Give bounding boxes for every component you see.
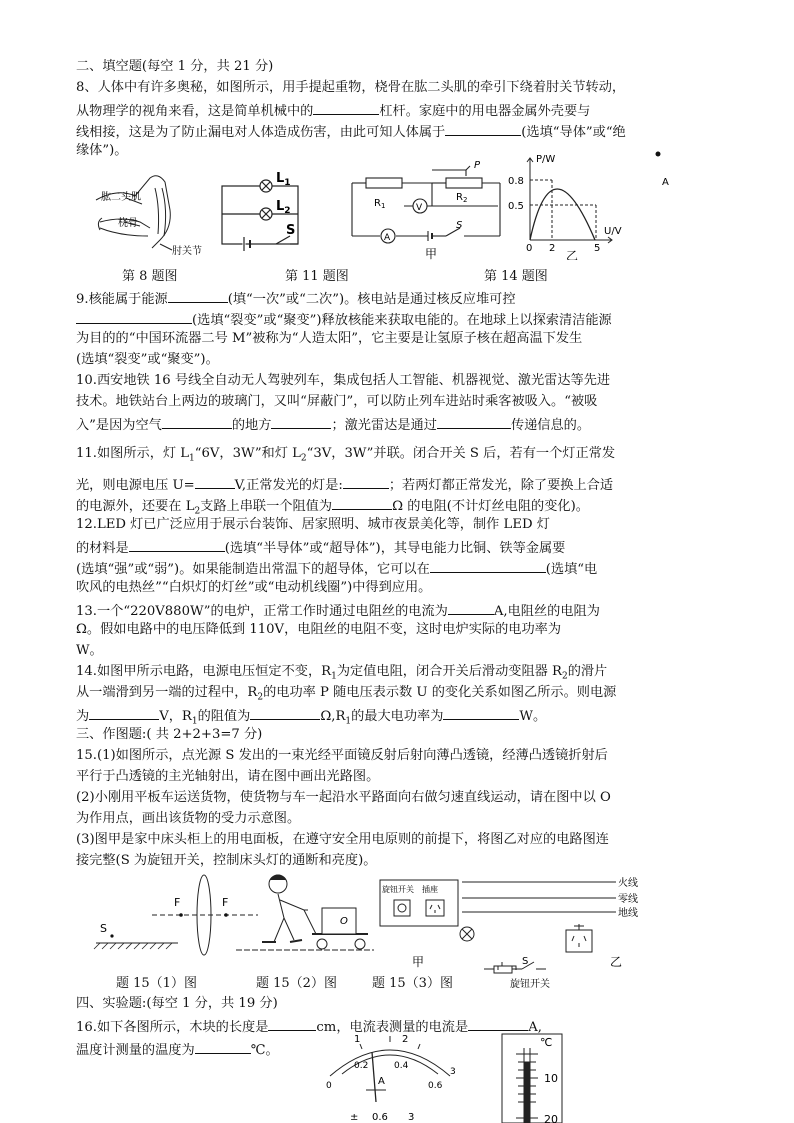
lens-figure — [94, 875, 258, 955]
label-yi: 乙 — [566, 249, 579, 260]
answer-blank[interactable] — [268, 1016, 316, 1031]
dot-mark — [656, 152, 661, 157]
q14-line-1: 14.如图甲所示电路，电源电压恒定不变，$R_1$为定值电阻，闭合开关后滑动变阻器 $R_2$的滑片 — [76, 664, 608, 682]
q15-1-line-1: 15.(1)如图所示，点光源 S 发出的一束光经平面镜反射后射向薄凸透镜，经薄凸透镜折射后 — [76, 748, 608, 763]
q15-2-line-1: (2)小刚用平板车运送货物，使货物与车一起沿水平路面向右做匀速直线运动，请在图中以 O — [76, 790, 611, 805]
label-F-right: F — [222, 896, 229, 909]
label-S-source: S — [100, 922, 107, 935]
label-ground: 地线 — [618, 908, 638, 919]
q13-line-1: 13.一个“220V880W”的电炉，正常工作时通过电阻丝的电流为 A,电阻丝的电阻为 — [76, 600, 600, 621]
tick-0.5: 0.5 — [508, 201, 524, 212]
caption-15-2: 题 15（2）图 — [256, 976, 337, 991]
q10-line-2: 技术。地铁站台上两边的玻璃门，又叫“屏蔽门”，可以防止列车进站时乘客被吸入。“被吸 — [76, 394, 598, 409]
label-R2: $R_2$ — [456, 192, 468, 204]
label-jia-15: 甲 — [412, 955, 425, 969]
q8-line-4: 缘体”)。 — [76, 143, 128, 158]
q12-line-3: (选填“强”或“弱”)。如果能制造出常温下的超导体，它可以在 (选填“电 — [76, 558, 597, 579]
thermometer-10: 10 — [544, 1072, 558, 1085]
answer-blank[interactable] — [445, 121, 521, 136]
caption-15-3: 题 15（3）图 — [372, 976, 453, 991]
terminal-0.6: 0.6 — [372, 1112, 388, 1123]
answer-blank[interactable] — [168, 288, 228, 303]
q14-line-3: 为 V，$R_1$的阻值为 $\Omega,R_1$的最大电功率为 W。 — [76, 705, 546, 731]
q11-line-1: 11.如图所示，灯 $L_1“6V$，3W”和灯 $L_2“3V$，3W”并联。闭合开关 S 后，若有一个灯正常发 — [76, 446, 616, 464]
caption-15-1: 题 15（1）图 — [116, 976, 197, 991]
ammeter-tick-3: 3 — [450, 1067, 456, 1077]
ammeter-tick-0.2: 0.2 — [354, 1061, 369, 1071]
ammeter-tick-2: 2 — [402, 1034, 409, 1045]
thermometer-unit: ℃ — [540, 1036, 553, 1049]
ammeter-tick-0.4: 0.4 — [394, 1061, 409, 1071]
terminal-neg: ± — [350, 1112, 359, 1123]
ammeter-tick-0: 0 — [326, 1081, 332, 1091]
label-radius: 桡骨 — [118, 218, 138, 229]
q8-line-2: 从物理学的视角来看，这是简单机械中的 杠杆。家庭中的用电器金属外壳要与 — [76, 100, 590, 121]
answer-blank[interactable] — [76, 309, 192, 324]
wiring-diagram — [460, 882, 616, 970]
q8-line-1: 8、人体中有许多奥秘，如图所示，用手提起重物，桡骨在肱二头肌的牵引下绕着肘关节转动， — [76, 80, 626, 95]
thermometer-20: 20 — [544, 1113, 558, 1123]
label-F-left: F — [174, 896, 181, 909]
label-P: P — [474, 160, 481, 171]
q8-line-3: 线相接，这是为了防止漏电对人体造成伤害，由此可知人体属于 (选填“导体”或“绝 — [76, 121, 626, 142]
q13-line-2: Ω。假如电路中的电压降低到 110V，电阻丝的电阻不变，这时电炉实际的电功率为 — [76, 622, 562, 637]
label-knob-switch: 旋钮开关 — [510, 979, 550, 990]
label-S-knob: S — [522, 956, 529, 967]
q9-line-3: 为目的的“中国环流器二号 M”被称为“人造太阳”，它主要是让氢原子核在超高温下发生 — [76, 331, 583, 346]
panel-label-socket: 插座 — [422, 885, 438, 894]
terminal-3: 3 — [408, 1112, 415, 1123]
q14-line-2: 从一端滑到另一端的过程中，$R_2$的电功率 P 随电压表示数 U 的变化关系如图乙所示。则电源 — [76, 685, 617, 703]
label-V: V — [416, 203, 423, 213]
ammeter-unit: A — [378, 1076, 385, 1087]
label-A: A — [384, 233, 391, 243]
answer-blank[interactable] — [129, 537, 225, 552]
ammeter-figure — [310, 1030, 470, 1123]
label-biceps: 肱二头肌 — [101, 192, 141, 203]
cart-figure — [236, 875, 374, 950]
answer-blank[interactable] — [195, 474, 235, 489]
panel-label-knob: 旋钮开关 — [382, 885, 414, 894]
answer-blank[interactable] — [448, 600, 494, 615]
q11-line-3: 的电源外，还要在 $L_2$支路上串联一个阻值为 Ω 的电阻(不计灯丝电阻的变化)。 — [76, 495, 589, 521]
label-L1: $L_1$ — [276, 171, 291, 188]
section-3-title: 三、作图题:( 共 2+2+3=7 分) — [76, 727, 263, 742]
point-source — [110, 934, 113, 937]
section-2-title: 二、填空题(每空 1 分，共 21 分) — [76, 59, 274, 74]
q16-line-2: 温度计测量的温度为 ℃。 — [76, 1039, 279, 1060]
axis-uv: U/V — [604, 226, 622, 237]
label-S14: S — [456, 220, 463, 231]
caption-fig8: 第 8 题图 — [122, 269, 178, 284]
answer-blank[interactable] — [437, 414, 511, 429]
answer-blank[interactable] — [443, 705, 519, 720]
q10-line-3: 入”是因为空气 的地方 ；激光雷达是通过 传递信息的。 — [76, 414, 590, 435]
label-stray-A: A — [662, 177, 669, 188]
tick-0.8: 0.8 — [508, 176, 524, 187]
q12-line-2: 的材料是 (选填“半导体”或“超导体”)，其导电能力比铜、铁等金属要 — [76, 537, 565, 558]
q16-line-1: 16.如下各图所示，木块的长度是 cm，电流表测量的电流是 A, — [76, 1016, 542, 1037]
answer-blank[interactable] — [343, 474, 389, 489]
answer-blank[interactable] — [162, 414, 232, 429]
q12-line-1: 12.LED 灯已广泛应用于展示台装饰、居家照明、城市夜景美化等，制作 LED 灯 — [76, 517, 550, 532]
label-jia: 甲 — [425, 247, 438, 260]
knob-switch-figure — [480, 960, 570, 990]
q12-line-4: 吹风的电热丝”“白炽灯的灯丝”或“电动机线圈”)中得到应用。 — [76, 580, 432, 595]
power-voltage-graph — [527, 158, 612, 243]
thermometer-figure — [496, 1032, 582, 1123]
answer-blank[interactable] — [271, 414, 331, 429]
q13-line-3: W。 — [76, 643, 103, 658]
q9-line-2: (选填“裂变”或“聚变”)释放核能来获取电能的。在地球上以探索清洁能源 — [76, 309, 612, 330]
answer-blank[interactable] — [313, 100, 379, 115]
q15-3-line-1: (3)图甲是家中床头柜上的用电面板，在遵守安全用电原则的前提下，将图乙对应的电路图连 — [76, 832, 609, 847]
q15-2-line-2: 为作用点，画出该货物的受力示意图。 — [76, 811, 301, 826]
answer-blank[interactable] — [468, 1016, 528, 1031]
q11-line-2: 光，则电源电压 U= V,正常发光的灯是: ；若两灯都正常发光，除了要换上合适 — [76, 474, 613, 495]
answer-blank[interactable] — [332, 495, 392, 510]
figure-row-15 — [0, 870, 794, 970]
tick-2: 2 — [549, 243, 556, 254]
caption-fig14: 第 14 题图 — [484, 269, 548, 284]
caption-fig11: 第 11 题图 — [285, 269, 349, 284]
tick-5: 5 — [594, 243, 601, 254]
focus-left — [179, 913, 183, 917]
q9-line-4: (选填“裂变”或“聚变”)。 — [76, 352, 219, 367]
ammeter-tick-1: 1 — [354, 1034, 361, 1045]
q9-line-1: 9.核能属于能源 (填“一次”或“二次”)。核电站是通过核反应堆可控 — [76, 288, 516, 309]
label-R1: $R_1$ — [374, 198, 386, 210]
answer-blank[interactable] — [430, 558, 546, 573]
label-S: S — [286, 223, 296, 238]
label-O: O — [340, 916, 348, 927]
arm-figure — [96, 176, 172, 250]
label-neutral: 零线 — [618, 894, 638, 905]
tick-0: 0 — [526, 243, 533, 254]
answer-blank[interactable] — [250, 705, 320, 720]
focus-right — [224, 913, 228, 917]
q15-3-line-2: 接完整(S 为旋钮开关，控制床头灯的通断和亮度)。 — [76, 853, 377, 868]
q10-line-1: 10.西安地铁 16 号线全自动无人驾驶列车，集成包括人工智能、机器视觉、激光雷达等先进 — [76, 373, 611, 388]
label-elbow: 肘关节 — [172, 246, 202, 257]
section-4-title: 四、实验题:(每空 1 分，共 19 分) — [76, 996, 278, 1011]
axis-pw: P/W — [536, 154, 556, 165]
label-live: 火线 — [618, 878, 638, 889]
answer-blank[interactable] — [195, 1039, 251, 1054]
label-yi-15: 乙 — [610, 955, 623, 969]
figure-row-8-11-14 — [0, 148, 794, 260]
ammeter-tick-0.6: 0.6 — [428, 1081, 443, 1091]
answer-blank[interactable] — [89, 705, 159, 720]
q15-1-line-2: 平行于凸透镜的主光轴射出，请在图中画出光路图。 — [76, 769, 380, 784]
label-L2: $L_2$ — [276, 199, 291, 216]
